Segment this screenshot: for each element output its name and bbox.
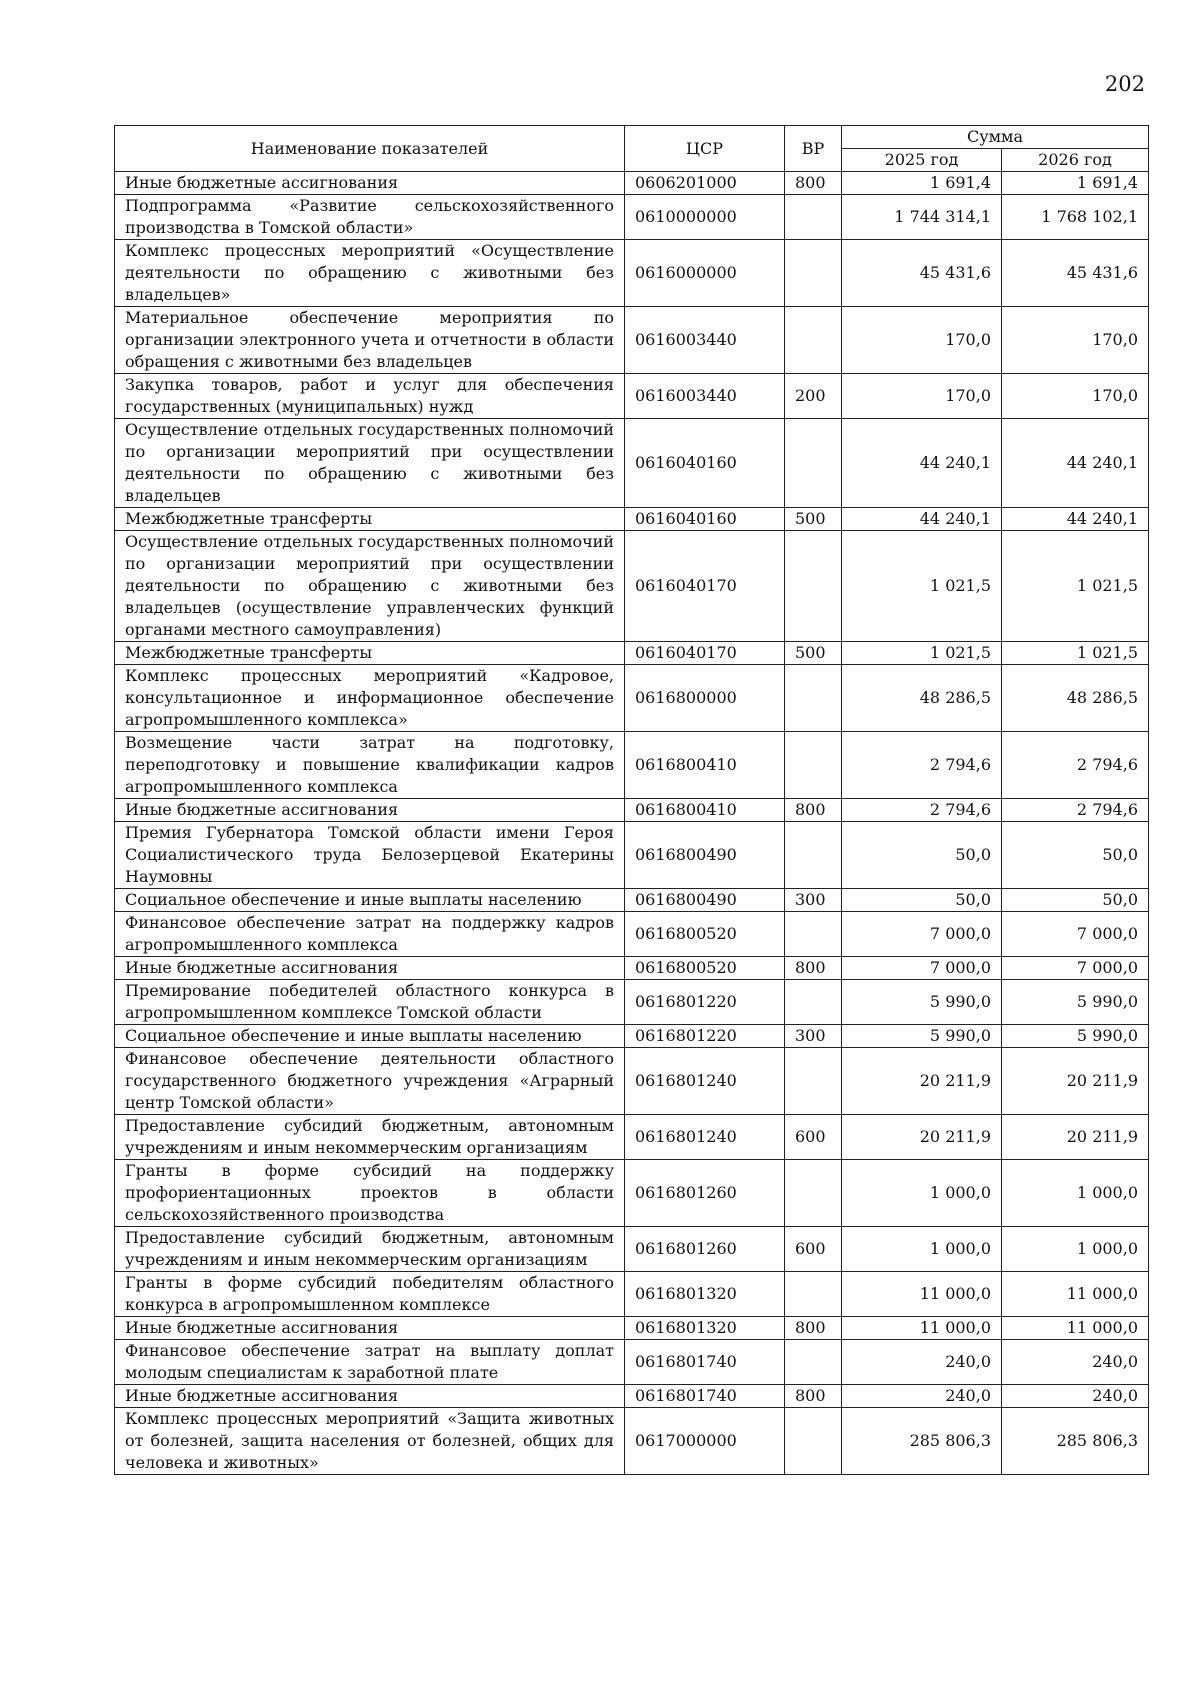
row-name-cell: Социальное обеспечение и иные выплаты населению xyxy=(115,1025,625,1048)
row-csr-cell: 0616800490 xyxy=(625,822,785,889)
row-name-cell: Гранты в форме субсидий победителям областного конкурса в агропромышленном комплексе xyxy=(115,1272,625,1317)
header-year-2026: 2026 год xyxy=(1002,149,1149,172)
row-name-cell: Премирование победителей областного конкурса в агропромышленном комплексе Томской области xyxy=(115,980,625,1025)
table-row xyxy=(115,1160,1149,1227)
row-name-cell: Комплекс процессных мероприятий «Защита животных от болезней, защита населения от болезней, общих для человека и животных» xyxy=(115,1408,625,1475)
row-sum-2025-cell: 11 000,0 xyxy=(842,1317,1002,1340)
row-sum-2026-cell: 170,0 xyxy=(1002,374,1149,419)
row-name-cell: Предоставление субсидий бюджетным, автономным учреждениям и иным некоммерческим организациям xyxy=(115,1227,625,1272)
row-name-cell: Материальное обеспечение мероприятия по организации электронного учета и отчетности в области обращения с животными без владельцев xyxy=(115,307,625,374)
row-vr-cell: 500 xyxy=(785,508,842,531)
row-name-cell: Социальное обеспечение и иные выплаты населению xyxy=(115,889,625,912)
row-vr-cell xyxy=(785,665,842,732)
row-vr-cell: 500 xyxy=(785,642,842,665)
row-sum-2025-cell: 7 000,0 xyxy=(842,912,1002,957)
table-row xyxy=(115,1317,1149,1340)
row-sum-2025-cell: 285 806,3 xyxy=(842,1408,1002,1475)
row-csr-cell: 0616801740 xyxy=(625,1385,785,1408)
table-row xyxy=(115,732,1149,799)
row-sum-2025-cell: 1 000,0 xyxy=(842,1160,1002,1227)
row-csr-cell: 0616003440 xyxy=(625,307,785,374)
table-row xyxy=(115,665,1149,732)
row-csr-cell: 0616800520 xyxy=(625,912,785,957)
row-vr-cell xyxy=(785,912,842,957)
table-row xyxy=(115,957,1149,980)
row-csr-cell: 0616801240 xyxy=(625,1115,785,1160)
row-sum-2025-cell: 50,0 xyxy=(842,889,1002,912)
row-csr-cell: 0616040160 xyxy=(625,508,785,531)
row-sum-2025-cell: 2 794,6 xyxy=(842,799,1002,822)
row-vr-cell xyxy=(785,1048,842,1115)
row-sum-2026-cell: 1 768 102,1 xyxy=(1002,195,1149,240)
row-csr-cell: 0616801240 xyxy=(625,1048,785,1115)
table-row xyxy=(115,172,1149,195)
row-sum-2025-cell: 48 286,5 xyxy=(842,665,1002,732)
row-sum-2025-cell: 11 000,0 xyxy=(842,1272,1002,1317)
row-vr-cell xyxy=(785,1272,842,1317)
row-sum-2025-cell: 2 794,6 xyxy=(842,732,1002,799)
row-csr-cell: 0616040160 xyxy=(625,419,785,508)
row-vr-cell: 200 xyxy=(785,374,842,419)
row-sum-2025-cell: 45 431,6 xyxy=(842,240,1002,307)
table-row xyxy=(115,531,1149,642)
row-csr-cell: 0610000000 xyxy=(625,195,785,240)
row-name-cell: Финансовое обеспечение затрат на поддержку кадров агропромышленного комплекса xyxy=(115,912,625,957)
table-row xyxy=(115,307,1149,374)
row-sum-2026-cell: 11 000,0 xyxy=(1002,1317,1149,1340)
row-sum-2025-cell: 170,0 xyxy=(842,307,1002,374)
row-name-cell: Комплекс процессных мероприятий «Осуществление деятельности по обращению с животными без владельцев» xyxy=(115,240,625,307)
row-csr-cell: 0616801220 xyxy=(625,980,785,1025)
table-row xyxy=(115,1025,1149,1048)
row-name-cell: Премия Губернатора Томской области имени Героя Социалистического труда Белозерцевой Екатерины Наумовны xyxy=(115,822,625,889)
row-vr-cell xyxy=(785,1160,842,1227)
row-sum-2026-cell: 44 240,1 xyxy=(1002,419,1149,508)
table-row xyxy=(115,195,1149,240)
table-row xyxy=(115,374,1149,419)
row-vr-cell: 800 xyxy=(785,799,842,822)
table-body xyxy=(115,172,1149,1475)
row-csr-cell: 0606201000 xyxy=(625,172,785,195)
row-sum-2026-cell: 20 211,9 xyxy=(1002,1048,1149,1115)
row-sum-2025-cell: 240,0 xyxy=(842,1385,1002,1408)
row-sum-2026-cell: 2 794,6 xyxy=(1002,732,1149,799)
row-name-cell: Подпрограмма «Развитие сельскохозяйственного производства в Томской области» xyxy=(115,195,625,240)
row-name-cell: Осуществление отдельных государственных полномочий по организации мероприятий при осуществлении деятельности по обращению с животными без владельцев (осуществление управленческих функций органами местного самоуправления) xyxy=(115,531,625,642)
table-row xyxy=(115,419,1149,508)
table-row xyxy=(115,240,1149,307)
row-name-cell: Возмещение части затрат на подготовку, переподготовку и повышение квалификации кадров агропромышленного комплекса xyxy=(115,732,625,799)
row-name-cell: Осуществление отдельных государственных полномочий по организации мероприятий при осуществлении деятельности по обращению с животными без владельцев xyxy=(115,419,625,508)
table-row xyxy=(115,1227,1149,1272)
row-sum-2025-cell: 5 990,0 xyxy=(842,1025,1002,1048)
row-sum-2026-cell: 50,0 xyxy=(1002,889,1149,912)
row-csr-cell: 0616800410 xyxy=(625,799,785,822)
row-sum-2026-cell: 1 000,0 xyxy=(1002,1227,1149,1272)
table-row xyxy=(115,1272,1149,1317)
row-csr-cell: 0616000000 xyxy=(625,240,785,307)
row-sum-2026-cell: 11 000,0 xyxy=(1002,1272,1149,1317)
row-sum-2026-cell: 285 806,3 xyxy=(1002,1408,1149,1475)
row-name-cell: Финансовое обеспечение деятельности областного государственного бюджетного учреждения «Аграрный центр Томской области» xyxy=(115,1048,625,1115)
row-name-cell: Комплекс процессных мероприятий «Кадровое, консультационное и информационное обеспечение агропромышленного комплекса» xyxy=(115,665,625,732)
header-sum: Сумма xyxy=(842,126,1149,149)
row-sum-2026-cell: 45 431,6 xyxy=(1002,240,1149,307)
table-row xyxy=(115,1115,1149,1160)
row-csr-cell: 0616801220 xyxy=(625,1025,785,1048)
row-csr-cell: 0617000000 xyxy=(625,1408,785,1475)
row-vr-cell: 600 xyxy=(785,1115,842,1160)
row-name-cell: Гранты в форме субсидий на поддержку профориентационных проектов в области сельскохозяйственного производства xyxy=(115,1160,625,1227)
row-vr-cell xyxy=(785,1340,842,1385)
row-sum-2026-cell: 20 211,9 xyxy=(1002,1115,1149,1160)
row-vr-cell xyxy=(785,240,842,307)
header-year-2025: 2025 год xyxy=(842,149,1002,172)
table-row xyxy=(115,1340,1149,1385)
row-vr-cell xyxy=(785,1408,842,1475)
row-name-cell: Финансовое обеспечение затрат на выплату доплат молодым специалистам к заработной плате xyxy=(115,1340,625,1385)
row-vr-cell: 800 xyxy=(785,172,842,195)
row-name-cell: Закупка товаров, работ и услуг для обеспечения государственных (муниципальных) нужд xyxy=(115,374,625,419)
row-vr-cell: 600 xyxy=(785,1227,842,1272)
row-sum-2025-cell: 44 240,1 xyxy=(842,419,1002,508)
row-vr-cell xyxy=(785,531,842,642)
row-csr-cell: 0616801740 xyxy=(625,1340,785,1385)
header-csr: ЦСР xyxy=(625,126,785,172)
row-sum-2026-cell: 5 990,0 xyxy=(1002,1025,1149,1048)
row-vr-cell: 300 xyxy=(785,889,842,912)
row-vr-cell xyxy=(785,980,842,1025)
table-row xyxy=(115,822,1149,889)
row-vr-cell: 800 xyxy=(785,1385,842,1408)
row-csr-cell: 0616040170 xyxy=(625,642,785,665)
row-sum-2026-cell: 1 691,4 xyxy=(1002,172,1149,195)
budget-table xyxy=(114,125,1149,1475)
table-row xyxy=(115,799,1149,822)
row-csr-cell: 0616800490 xyxy=(625,889,785,912)
header-name: Наименование показателей xyxy=(115,126,625,172)
row-sum-2026-cell: 240,0 xyxy=(1002,1340,1149,1385)
row-name-cell: Иные бюджетные ассигнования xyxy=(115,957,625,980)
row-sum-2026-cell: 1 000,0 xyxy=(1002,1160,1149,1227)
row-sum-2026-cell: 5 990,0 xyxy=(1002,980,1149,1025)
table-row xyxy=(115,889,1149,912)
table-row xyxy=(115,1385,1149,1408)
row-csr-cell: 0616801320 xyxy=(625,1272,785,1317)
row-csr-cell: 0616800520 xyxy=(625,957,785,980)
row-name-cell: Иные бюджетные ассигнования xyxy=(115,1317,625,1340)
row-name-cell: Иные бюджетные ассигнования xyxy=(115,799,625,822)
row-csr-cell: 0616801260 xyxy=(625,1227,785,1272)
row-sum-2025-cell: 44 240,1 xyxy=(842,508,1002,531)
row-csr-cell: 0616800000 xyxy=(625,665,785,732)
row-name-cell: Иные бюджетные ассигнования xyxy=(115,172,625,195)
row-vr-cell xyxy=(785,822,842,889)
row-csr-cell: 0616800410 xyxy=(625,732,785,799)
row-csr-cell: 0616801260 xyxy=(625,1160,785,1227)
row-sum-2026-cell: 240,0 xyxy=(1002,1385,1149,1408)
row-sum-2026-cell: 170,0 xyxy=(1002,307,1149,374)
row-sum-2025-cell: 1 000,0 xyxy=(842,1227,1002,1272)
row-sum-2025-cell: 20 211,9 xyxy=(842,1115,1002,1160)
row-sum-2025-cell: 1 021,5 xyxy=(842,642,1002,665)
row-vr-cell: 300 xyxy=(785,1025,842,1048)
row-name-cell: Межбюджетные трансферты xyxy=(115,642,625,665)
row-sum-2025-cell: 1 691,4 xyxy=(842,172,1002,195)
row-csr-cell: 0616801320 xyxy=(625,1317,785,1340)
row-name-cell: Предоставление субсидий бюджетным, автономным учреждениям и иным некоммерческим организациям xyxy=(115,1115,625,1160)
row-sum-2026-cell: 1 021,5 xyxy=(1002,642,1149,665)
row-sum-2026-cell: 7 000,0 xyxy=(1002,957,1149,980)
row-sum-2025-cell: 20 211,9 xyxy=(842,1048,1002,1115)
row-sum-2025-cell: 1 021,5 xyxy=(842,531,1002,642)
row-csr-cell: 0616003440 xyxy=(625,374,785,419)
row-vr-cell: 800 xyxy=(785,1317,842,1340)
row-vr-cell xyxy=(785,419,842,508)
header-vr: ВР xyxy=(785,126,842,172)
row-sum-2026-cell: 7 000,0 xyxy=(1002,912,1149,957)
row-name-cell: Межбюджетные трансферты xyxy=(115,508,625,531)
row-csr-cell: 0616040170 xyxy=(625,531,785,642)
table-row xyxy=(115,912,1149,957)
page-number: 202 xyxy=(1104,72,1145,96)
row-sum-2026-cell: 1 021,5 xyxy=(1002,531,1149,642)
row-vr-cell xyxy=(785,307,842,374)
table-row xyxy=(115,1048,1149,1115)
row-name-cell: Иные бюджетные ассигнования xyxy=(115,1385,625,1408)
row-vr-cell xyxy=(785,195,842,240)
row-sum-2025-cell: 5 990,0 xyxy=(842,980,1002,1025)
row-sum-2025-cell: 7 000,0 xyxy=(842,957,1002,980)
row-sum-2026-cell: 48 286,5 xyxy=(1002,665,1149,732)
row-sum-2025-cell: 240,0 xyxy=(842,1340,1002,1385)
row-sum-2025-cell: 1 744 314,1 xyxy=(842,195,1002,240)
row-vr-cell xyxy=(785,732,842,799)
row-sum-2026-cell: 50,0 xyxy=(1002,822,1149,889)
row-sum-2026-cell: 44 240,1 xyxy=(1002,508,1149,531)
row-sum-2025-cell: 170,0 xyxy=(842,374,1002,419)
table-row xyxy=(115,1408,1149,1475)
table-row xyxy=(115,508,1149,531)
table-row xyxy=(115,980,1149,1025)
row-sum-2025-cell: 50,0 xyxy=(842,822,1002,889)
row-vr-cell: 800 xyxy=(785,957,842,980)
row-sum-2026-cell: 2 794,6 xyxy=(1002,799,1149,822)
table-row xyxy=(115,642,1149,665)
